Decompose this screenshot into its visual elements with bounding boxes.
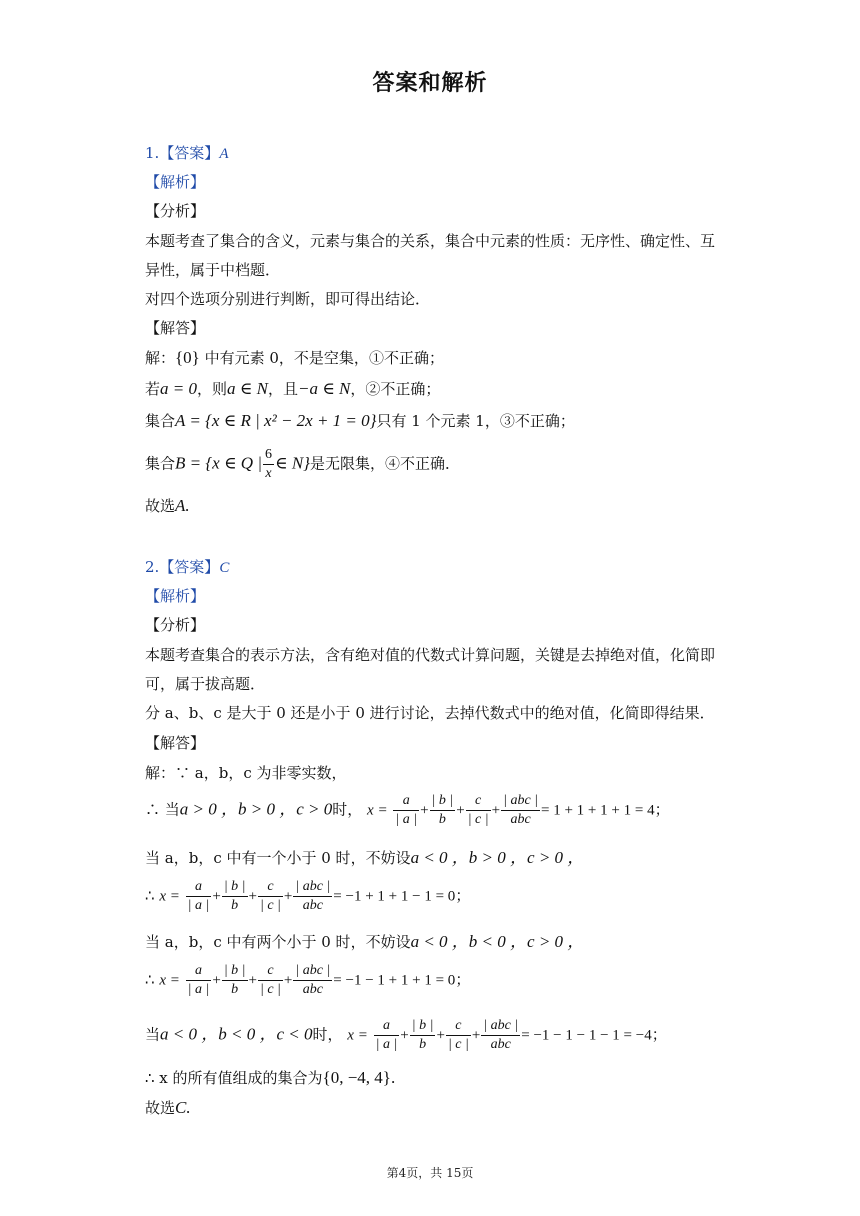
frac-abc [293, 962, 332, 999]
semicolon: ； [455, 970, 471, 989]
frac-abc [501, 792, 540, 829]
frac-num: a [186, 962, 212, 981]
frac-den: | c | [447, 1037, 469, 1052]
q1-analysis-2: 异性，属于中档题． [145, 261, 281, 279]
q2-answer-value: C [219, 560, 230, 576]
frac-den: abc [490, 1037, 511, 1052]
q1-jiexi: 【解析】 [145, 173, 206, 191]
q2-case3-cond: a < 0 ，b < 0 ，c > 0 ， [410, 932, 585, 951]
q2-analysis-1: 本题考查集合的表示方法，含有绝对值的代数式计算问题，关键是去掉绝对值，化简即 [145, 646, 716, 664]
q2-case-1 [145, 792, 670, 829]
frac-a [393, 792, 419, 829]
q2-jieda: 【解答】 [145, 734, 206, 752]
frac-a [186, 878, 212, 915]
q1-sol3-a: 集合 [145, 412, 176, 430]
q1-sol4-math2: ∈ N} [275, 453, 310, 473]
q1-sol2-b: ，则 [197, 380, 228, 398]
frac-a [374, 1017, 400, 1054]
frac-num: a [393, 792, 419, 811]
q2-case-2-text [145, 848, 584, 868]
q2-case3-result: = −1 − 1 + 1 + 1 = 0 [333, 972, 456, 989]
q2-case-4 [145, 1017, 667, 1054]
page-footer: 第4页，共 15页 [386, 1166, 474, 1180]
frac-num: | abc | [293, 962, 332, 981]
semicolon: ； [654, 800, 670, 819]
frac-b [410, 1017, 436, 1054]
q1-solution-4 [145, 446, 460, 483]
q2-case4-cond: a < 0 ，b < 0 ，c < 0 [160, 1024, 313, 1044]
frac-num: | b | [430, 792, 456, 811]
therefore-sign: ∴ [145, 888, 155, 905]
q2-conclusion [145, 1098, 191, 1118]
frac-num: | abc | [293, 878, 332, 897]
plus: + [400, 1027, 409, 1044]
q2-case-3-text [145, 932, 584, 952]
q2-set [145, 1068, 395, 1088]
q1-analysis-1: 本题考查了集合的含义，元素与集合的关系，集合中元素的性质：无序性、确定性、互 [145, 232, 716, 250]
frac-num: a [186, 878, 212, 897]
plus: + [491, 802, 501, 819]
frac-num: | b | [410, 1017, 436, 1036]
q2-case4-a: 当 [145, 1025, 161, 1044]
q1-sol2-math2: a ∈ N [227, 379, 268, 398]
q1-conc-a: 故选 [145, 497, 176, 515]
q1-sol4-a: 集合 [145, 454, 176, 473]
frac-den: b [419, 1037, 427, 1052]
frac-num: | abc | [481, 1017, 520, 1036]
frac-a [186, 962, 212, 999]
frac-c [466, 792, 491, 829]
x-equals: x = [159, 888, 180, 905]
frac-den: b [231, 982, 239, 997]
q2-case1-result: = 1 + 1 + 1 + 1 = 4 [541, 802, 655, 819]
frac-den: | a | [395, 812, 418, 827]
plus: + [283, 972, 293, 989]
frac-den: | a | [187, 898, 210, 913]
frac-den: abc [302, 982, 323, 997]
frac-c [258, 878, 283, 915]
q1-answer [145, 143, 228, 164]
frac-den: b [438, 812, 446, 827]
q1-sol1-a: 解： [145, 349, 176, 367]
q2-answer-label: 2.【答案】 [145, 558, 220, 576]
q2-set-text: ∴ x 的所有值组成的集合为 [145, 1069, 323, 1087]
frac-abc [293, 878, 332, 915]
q1-sol4-b: 是无限集，④不正确． [309, 454, 460, 473]
q2-conc-m: C. [175, 1098, 191, 1117]
q2-case2-cond: a < 0 ，b > 0 ，c > 0 ， [410, 848, 585, 867]
q1-analysis-3: 对四个选项分别进行判断，即可得出结论． [145, 290, 431, 308]
q1-sol2-c: ，且 [267, 380, 298, 398]
plus: + [248, 888, 257, 905]
q1-conc-m: A. [175, 496, 190, 515]
plus: + [436, 1027, 445, 1044]
frac-num: | b | [222, 878, 248, 897]
q2-case1-b: 时， [332, 800, 363, 819]
q1-solution-3 [145, 411, 575, 431]
plus: + [212, 888, 221, 905]
q2-case2-text: 当 a，b，c 中有一个小于 0 时，不妨设 [145, 849, 411, 867]
q2-case4-b: 时， [312, 1025, 343, 1044]
q1-conclusion [145, 496, 190, 516]
plus: + [471, 1027, 481, 1044]
frac-b [430, 792, 456, 829]
q1-sol3-b: 只有 1 个元素 1，③不正确； [376, 412, 575, 430]
q1-answer-label: 1.【答案】 [145, 144, 220, 162]
x-equals: x = [367, 802, 388, 819]
q2-analysis-3: 分 a、b、c 是大于 0 还是小于 0 进行讨论，去掉代数式中的绝对值，化简即得结果． [145, 704, 715, 722]
semicolon: ； [455, 886, 471, 905]
q1-fraction [263, 446, 274, 483]
q2-set-math: {0, −4, 4}. [322, 1068, 396, 1087]
plus: + [456, 802, 465, 819]
therefore-sign: ∴ [145, 972, 155, 989]
q2-case3-text: 当 a，b，c 中有两个小于 0 时，不妨设 [145, 933, 411, 951]
q1-sol2-a: 若 [145, 380, 161, 398]
q1-sol2-math3: −a ∈ N [297, 379, 351, 398]
q1-solution-2 [145, 379, 440, 399]
frac-den: b [231, 898, 239, 913]
q1-fenxi: 【分析】 [145, 202, 206, 220]
plus: + [212, 972, 221, 989]
plus: + [283, 888, 293, 905]
q1-answer-value: A [219, 146, 229, 162]
q2-case4-result: = −1 − 1 − 1 − 1 = −4 [521, 1027, 652, 1044]
frac-num: c [446, 1017, 471, 1036]
frac-den: | c | [259, 982, 281, 997]
q2-jiexi: 【解析】 [145, 587, 206, 605]
semicolon: ； [651, 1025, 667, 1044]
frac-den: x [265, 466, 272, 481]
frac-c [446, 1017, 471, 1054]
q2-case1-a: ∴ 当 [145, 800, 180, 819]
q2-case-3-eq [145, 962, 470, 999]
q2-case-2-eq [145, 878, 470, 915]
q2-answer [145, 557, 229, 578]
frac-num: c [258, 878, 283, 897]
frac-num: a [374, 1017, 400, 1036]
q1-sol1-b: 中有元素 0，不是空集，①不正确； [204, 349, 444, 367]
q1-jieda: 【解答】 [145, 319, 206, 337]
frac-den: abc [510, 812, 531, 827]
frac-den: | a | [187, 982, 210, 997]
q1-sol1-math: {0} [175, 348, 200, 367]
frac-den: | c | [467, 812, 489, 827]
q1-solution-1 [145, 348, 444, 368]
frac-b [222, 878, 248, 915]
q2-fenxi: 【分析】 [145, 616, 206, 634]
frac-c [258, 962, 283, 999]
frac-den: | a | [375, 1037, 398, 1052]
frac-num: | b | [222, 962, 248, 981]
frac-num: c [466, 792, 491, 811]
frac-den: abc [302, 898, 323, 913]
frac-b [222, 962, 248, 999]
frac-den: | c | [259, 898, 281, 913]
q2-analysis-2: 可，属于拔高题． [145, 675, 266, 693]
frac-num: 6 [263, 446, 274, 465]
q1-sol2-math1: a = 0 [160, 379, 197, 398]
q2-case1-cond: a > 0 ，b > 0 ，c > 0 [179, 799, 333, 819]
x-equals: x = [159, 972, 180, 989]
frac-abc [481, 1017, 520, 1054]
q1-sol4-math1: B = {x ∈ Q | [175, 453, 262, 473]
frac-num: | abc | [501, 792, 540, 811]
x-equals: x = [347, 1027, 368, 1044]
q2-case2-result: = −1 + 1 + 1 − 1 = 0 [333, 888, 456, 905]
frac-num: c [258, 962, 283, 981]
q1-sol2-d: ，②不正确； [350, 380, 441, 398]
page-title: 答案和解析 [372, 71, 488, 96]
plus: + [248, 972, 257, 989]
q2-conc-a: 故选 [145, 1099, 176, 1117]
q1-sol3-math: A = {x ∈ R | x² − 2x + 1 = 0} [175, 411, 377, 430]
plus: + [420, 802, 429, 819]
q2-solution-1: 解：∵ a，b，c 为非零实数， [145, 764, 347, 782]
